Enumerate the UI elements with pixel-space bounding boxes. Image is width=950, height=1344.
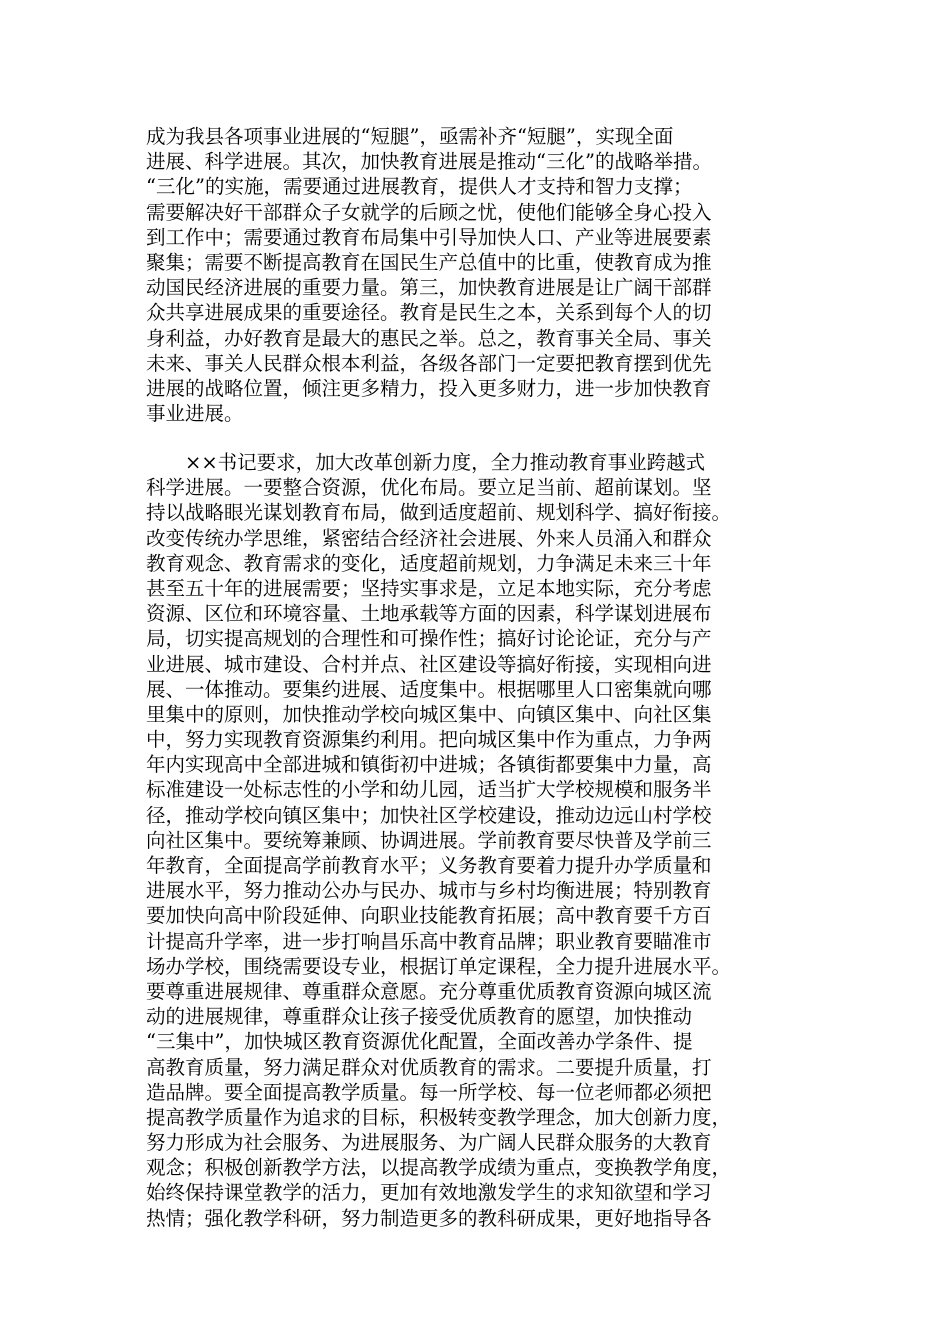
text-line: 改变传统办学思维，紧密结合经济社会进展、外来人员涌入和群众 xyxy=(146,526,712,550)
text-line: 要尊重进展规律、尊重群众意愿。充分尊重优质教育资源向城区流 xyxy=(146,979,712,1003)
text-line: 努力形成为社会服务、为进展服务、为广阔人民群众服务的大教育 xyxy=(146,1131,712,1155)
text-line: 未来、事关人民群众根本利益，各级各部门一定要把教育摆到优先 xyxy=(146,351,712,375)
text-line: 高教育质量，努力满足群众对优质教育的需求。二要提升质量，打 xyxy=(146,1055,712,1079)
text-line: 展、一体推动。要集约进展、适度集中。根据哪里人口密集就向哪 xyxy=(146,677,712,701)
text-line: 持以战略眼光谋划教育布局，做到适度超前、规划科学、搞好衔接。 xyxy=(146,501,732,525)
text-line: 动的进展规律，尊重群众让孩子接受优质教育的愿望，加快推动 xyxy=(146,1005,693,1029)
text-line: 进展的战略位置，倾注更多精力，投入更多财力，进一步加快教育 xyxy=(146,376,712,400)
text-line: 科学进展。一要整合资源，优化布局。要立足当前、超前谋划。坚 xyxy=(146,476,712,500)
text-line: 业进展、城市建设、合村并点、社区建设等搞好衔接，实现相向进 xyxy=(146,652,712,676)
text-line: 年教育，全面提高学前教育水平；义务教育要着力提升办学质量和 xyxy=(146,854,712,877)
text-line: 成为我县各项事业进展的“短腿”，亟需补齐“短腿”，实现全面 xyxy=(146,125,674,148)
text-line: 标准建设一处标志性的小学和幼儿园，适当扩大学校规模和服务半 xyxy=(146,778,712,802)
text-line: 事业进展。 xyxy=(146,402,244,426)
text-line: 年内实现高中全部进城和镇街初中进城；各镇街都要集中力量，高 xyxy=(146,753,712,777)
text-line: 提高教学质量作为追求的目标，积极转变教学理念，加大创新力度， xyxy=(146,1105,732,1129)
text-line: “三化”的实施，需要通过进展教育，提供人才支持和智力支撑； xyxy=(146,175,693,199)
text-line: 中，努力实现教育资源集约利用。把向城区集中作为重点，力争两 xyxy=(146,728,712,752)
text-line: 径，推动学校向镇区集中；加快社区学校建设，推动边远山村学校 xyxy=(146,803,712,827)
text-line: 教育观念、教育需求的变化，适度超前规划，力争满足未来三十年 xyxy=(146,551,712,575)
text-line: ××书记要求，加大改革创新力度，全力推动教育事业跨越式 xyxy=(146,451,706,474)
text-line: 聚集；需要不断提高教育在国民生产总值中的比重，使教育成为推 xyxy=(146,250,712,274)
text-line: 计提高升学率，进一步打响昌乐高中教育品牌；职业教育要瞄准市 xyxy=(146,929,712,953)
text-line: 动国民经济进展的重要力量。第三，加快教育进展是让广阔干部群 xyxy=(146,276,712,300)
text-line: 甚至五十年的进展需要；坚持实事求是，立足本地实际，充分考虑 xyxy=(146,576,712,600)
text-line: 观念；积极创新教学方法，以提高教学成绩为重点，变换教学角度， xyxy=(146,1156,732,1180)
text-line: 始终保持课堂教学的活力，更加有效地激发学生的求知欲望和学习 xyxy=(146,1181,712,1205)
text-line: 向社区集中。要统筹兼顾、协调进展。学前教育要尽快普及学前三 xyxy=(146,828,712,852)
text-line: 资源、区位和环境容量、土地承载等方面的因素，科学谋划进展布 xyxy=(146,602,712,626)
paragraph-1 xyxy=(146,124,812,426)
text-line: 众共享进展成果的重要途径。教育是民生之本，关系到每个人的切 xyxy=(146,301,712,325)
text-line: 局，切实提高规划的合理性和可操作性；搞好讨论论证，充分与产 xyxy=(146,627,712,651)
text-line: 要加快向高中阶段延伸、向职业技能教育拓展；高中教育要千方百 xyxy=(146,904,712,928)
text-line: 场办学校，围绕需要设专业，根据订单定课程，全力提升进展水平。 xyxy=(146,954,732,978)
text-line: 需要解决好干部群众子女就学的后顾之忧，使他们能够全身心投入 xyxy=(146,200,712,224)
text-line: 进展、科学进展。其次，加快教育进展是推动“三化”的战略举措。 xyxy=(146,150,712,174)
text-line: 进展水平，努力推动公办与民办、城市与乡村均衡进展；特别教育 xyxy=(146,879,712,903)
text-line: 到工作中；需要通过教育布局集中引导加快人口、产业等进展要素 xyxy=(146,225,712,249)
text-line: 身利益，办好教育是最大的惠民之举。总之，教育事关全局、事关 xyxy=(146,326,712,350)
text-line: 里集中的原则，加快推动学校向城区集中、向镇区集中、向社区集 xyxy=(146,702,712,726)
paragraph-2 xyxy=(146,450,812,1231)
text-line: 热情；强化教学科研，努力制造更多的教科研成果，更好地指导各 xyxy=(146,1206,712,1230)
text-line: 造品牌。要全面提高教学质量。每一所学校、每一位老师都必须把 xyxy=(146,1080,712,1104)
text-line: “三集中”，加快城区教育资源优化配置，全面改善办学条件、提 xyxy=(146,1030,693,1054)
